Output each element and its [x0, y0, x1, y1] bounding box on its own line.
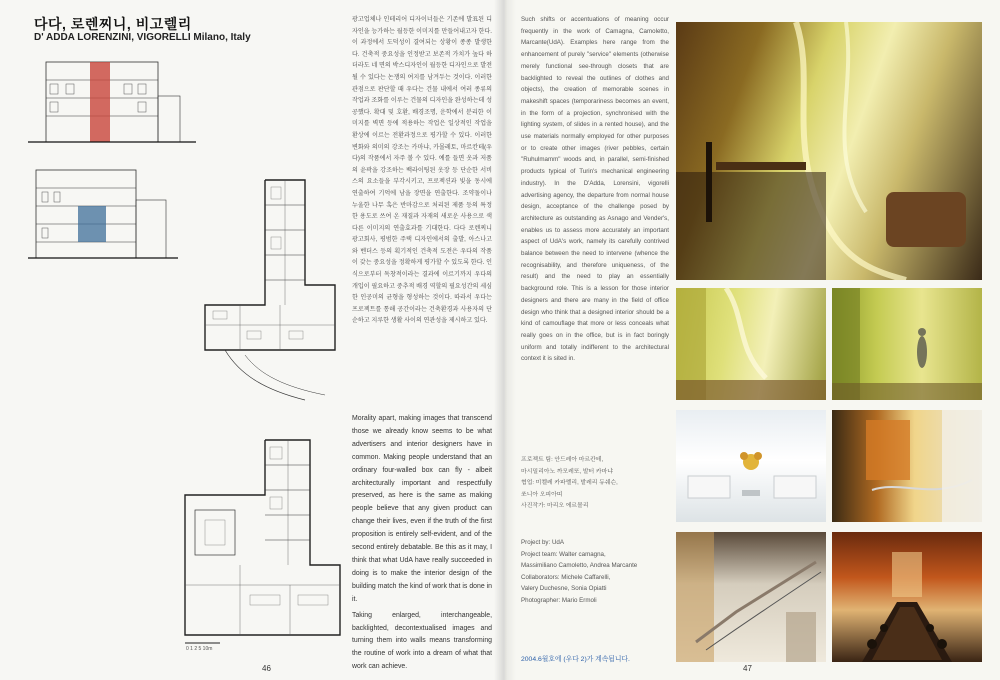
white-lounge-detail: [676, 410, 826, 522]
credit-line-en: Project team: Walter camagna,: [521, 550, 606, 558]
credit-line-en: Project by: UdA: [521, 539, 564, 546]
credit-line-en: Photographer: Mario Ermoli: [521, 596, 597, 604]
scale-bar-label: 0 1 2 5 10m: [186, 646, 213, 652]
lobby-photo-large: [676, 22, 982, 280]
reception-photo: [832, 410, 982, 522]
credits-korean: [521, 455, 669, 513]
english-body-text-left: [352, 413, 492, 677]
conference-room-detail: [832, 532, 982, 662]
lobby-photo-detail: [676, 22, 982, 280]
section-drawing-top: [28, 50, 196, 152]
credit-line-ko: 마시밀리아노 까모레또, 발터 카마냐: [521, 468, 613, 475]
english-paragraph-1: Morality apart, making images that transcend those we already know seems to be what advertisers and interior designers have in common. Making people understand that an ordinary four-walled box can fly - albeit architecturally important and respectfully preserved, as here is the same as making people believe that any given product can change their lives, even if the truth of the first proposition is entirely self-evident, and of the second entirely debatable. Be this as it may, I think that what UdA have really succeeded in doing is to make the interior design of the building match the kind of work that is done in it.: [352, 415, 492, 603]
page-number-right: 47: [743, 664, 752, 673]
section-drawing-bottom: [28, 160, 178, 272]
credit-line-en: Massimiliano Camoletto, Andrea Marcante: [521, 562, 638, 570]
corridor-photo-right: [832, 288, 982, 400]
white-lounge-photo: [676, 410, 826, 522]
corridor-left-detail: [676, 288, 826, 400]
credit-line-ko: 협업: 미켈레 카파렐리, 발레리 듀쉐슨,: [521, 480, 618, 487]
credit-line-ko: 프로젝트 팀: 안드레아 마르칸테,: [521, 457, 604, 463]
right-page: [505, 0, 1000, 680]
credit-line-en: Valery Duchesne, Sonia Opiatti: [521, 585, 607, 593]
staircase-photo: [676, 532, 826, 662]
credits-english: [521, 537, 669, 607]
reception-detail: [832, 410, 982, 522]
credit-line-ko: 사진작가: 마리오 에르몰리: [521, 503, 589, 510]
continuation-notice: 2004.6월호에 (우다 2)가 계속됩니다.: [521, 656, 630, 663]
english-body-text-right: Such shifts or accentuations of meaning occur frequently in the work of Camagna, Camoletto, Marcante(UdA). Examples here range from the enhancement of purely "service" elements (otherwise merely functional see-through closets that are backlighted to reveal the outlines of clothes and objects), the creation of memorable scenes in makeshift spaces (temporariness becomes an event, in the form of a projection, synchronised with the lighting system, of slides in a rented house), and the use materials normally employed for other purposes or to create other images (river pebbles, certain "Ruhulmamm" woods and, in parallel, semi-finished products typical of Turin's mechanical engineering industry). In the D'Adda, Lorensini, vigorelli advertising agency, the departure from normal house design, acceptance of the challenge posed by architecture as outstanding as Asnago and Vender's, enables us to assess more accurately an important aspect of UdA's work, namely its carefully contrived balance between the need to intervene (whence the recognisability, and therefore uniqueness, of the result) and the need to play an essentially background role. This is a lesson for those interior designers and there are many in the field of office design who think that a designed interior should be a kind of camouflage that more or less conceals what really goes on in the office, but is in fact boringly uniform and totally indifferent to the architectural context it is sited in.: [521, 16, 669, 363]
title-korean: 다다, 로렌찌니, 비고렐리: [34, 16, 192, 32]
credit-line-en: Collaborators: Michele Caffarelli,: [521, 573, 611, 581]
english-paragraph-2: Taking enlarged, interchangeable, backlighted, decontextualised images and turning them into walls means transforming the routine of work into a dream of what that work can achieve.: [352, 611, 492, 671]
page-number-left: 46: [262, 664, 271, 673]
corridor-photo-left: [676, 288, 826, 400]
floor-plan-lower: [180, 435, 350, 650]
floor-plan-upper: [185, 175, 345, 405]
conference-room-photo: [832, 532, 982, 662]
title-english: D' ADDA LORENZINI, VIGORELLI Milano, Italy: [34, 32, 251, 43]
credit-line-ko: 쏘니아 오피아띠: [521, 491, 563, 498]
korean-body-text: 광고업체나 인테리어 디자이너들은 기존에 발표된 디자인을 능가하는 월등한 이미지를 만들어내고자 한다. 이 과정에서 도덕성이 결여되는 상황이 종종 발생한다. 건축적 중요성을 인정받고 보존적 가치가 높다 하더라도 네 면의 박스디자인이 월등한 디자인으로 발전될 수 있다는 논쟁의 여지를 남겨두는 것이다. 이러한 관점으로 판단할 때 우다는 건물 내에서 여러 종류의 작업과 조화를 이루는 건물의 디자인을 완성하는데 성공했다. 확대 및 호환, 배경조명, 운학에서 분리한 이미지를 벽면 등에 적용하는 작업은 일상적인 작업을 환상에 이르는 전환과정으로 평가할 수 있다. 이러한 변화와 의미의 강조는 카마냐, 카몰레토, 마르칸테(우다)의 작품에서 자주 볼 수 있다. 예를 들면 옷과 저품의 윤곽을 강조하는 백라이팅된 옷장 등 단순한 서비스의 요소들을 부각시키고, 프로젝션과 빛을 동시에 연출하여 기억에 남을 장면을 연출한다. 조약돌이나 누울한 나무 혹은 반마감으로 처리된 제품 등의 특정한 용도로 쓰여 온 재질과 자재의 새로운 사용으로 색다른 이미지의 연출효과를 기대한다. 다다 로렌찌니 광고회사, 평범한 주택 디자인에서의 출발, 아스나고와 벤더스 등의 획기적인 건축적 도전은 우다의 작품이 갖는 중요성을 정확하게 평가할 수 있도록 한다. 인식으로부터 독창적이라는 결과에 이르기까지 우다의 개입이 필요하고 중추적 배경 역할의 필요성간의 세심한 인공미의 균형을 형성하는 것이다. 따라서 우다는 프로젝트를 통해 공간이라는 건축환경과 사용자의 단순하고 지루한 생활 사이의 연관성을 제시하고 있다.: [352, 16, 492, 325]
corridor-right-detail: [832, 288, 982, 400]
staircase-detail: [676, 532, 826, 662]
